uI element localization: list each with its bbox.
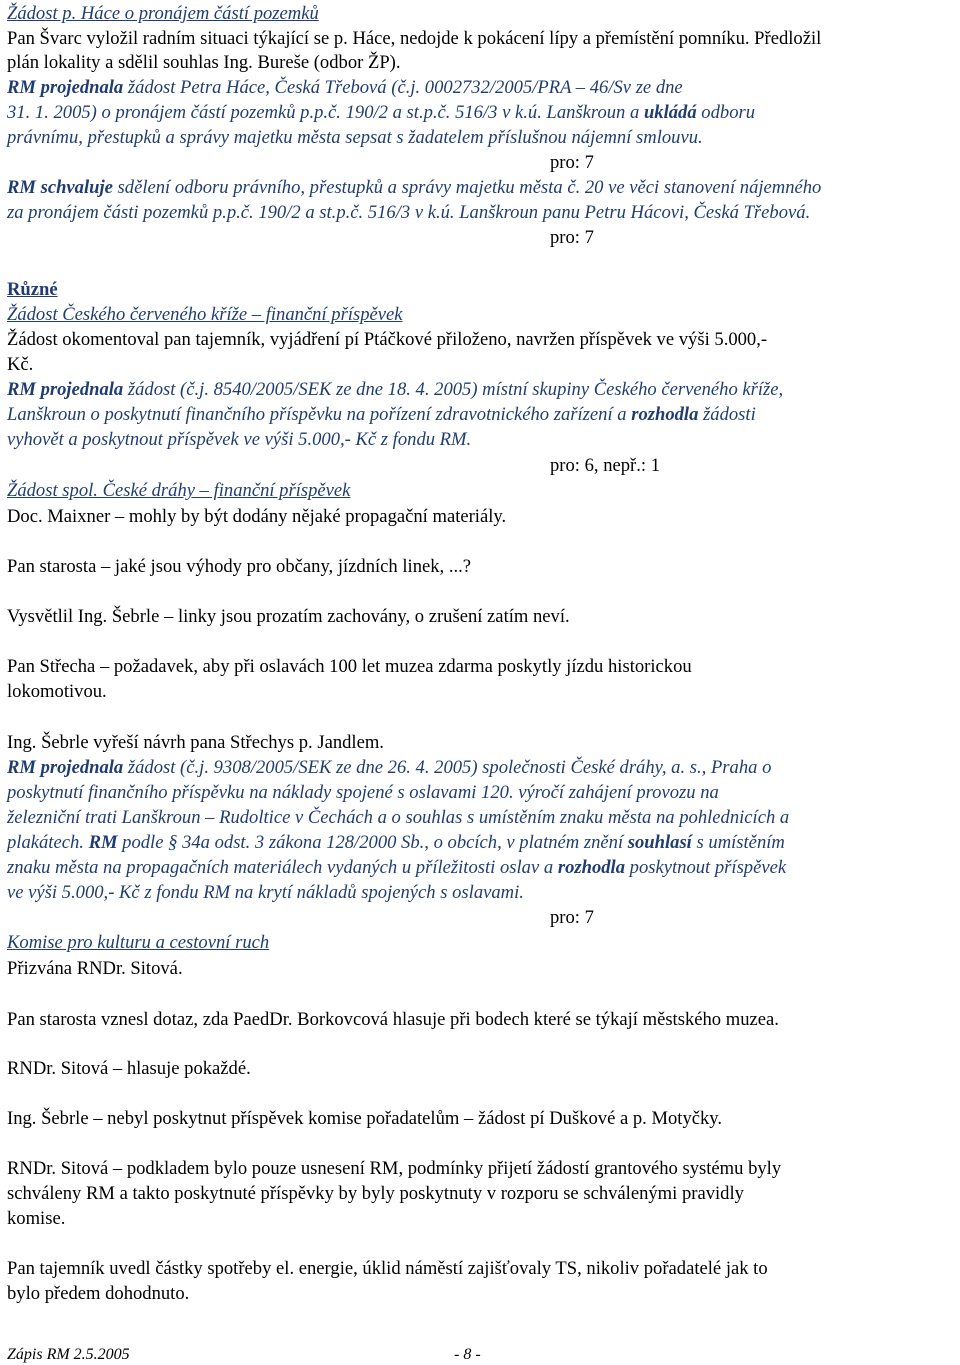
paragraph-line: Žádost okomentoval pan tajemník, vyjádření pí Ptáčkové přiloženo, navržen příspěvek ve výši 5.000,-: [7, 329, 768, 350]
resolution-text: plakátech.: [7, 832, 89, 853]
resolution-text: s umístěním: [691, 832, 785, 853]
section-title-cd: Žádost spol. České dráhy – finanční příspěvek: [7, 480, 351, 501]
paragraph-line: bylo předem dohodnuto.: [7, 1283, 190, 1304]
resolution-keyword: RM projednala: [7, 77, 124, 98]
resolution-keyword: rozhodla: [557, 857, 626, 878]
paragraph-line: Pan starosta – jaké jsou výhody pro občany, jízdních linek, ...?: [7, 556, 472, 577]
resolution-keyword: RM schvaluje: [7, 177, 113, 198]
paragraph-line: Ing. Šebrle vyřeší návrh pana Střechys p. Jandlem.: [7, 732, 384, 753]
resolution-line: právnímu, přestupků a správy majetku města sepsat s žadatelem příslušnou nájemní smlouvu.: [7, 127, 703, 148]
resolution-text: žádost (č.j. 9308/2005/SEK ze dne 26. 4. 2005) společnosti České dráhy, a. s., Praha o: [123, 757, 772, 778]
resolution-line: [7, 379, 783, 401]
section-title-hace: Žádost p. Háce o pronájem částí pozemků: [7, 3, 319, 24]
resolution-line: [7, 102, 755, 124]
resolution-line: [7, 77, 683, 99]
resolution-keyword: souhlasí: [627, 832, 692, 853]
resolution-line: [7, 177, 821, 199]
resolution-keyword: RM projednala: [7, 757, 124, 778]
resolution-line: [7, 832, 785, 854]
paragraph-line: schváleny RM a takto poskytnuté příspěvky by byly poskytnuty v rozporu se schválenými pravidly: [7, 1183, 744, 1204]
resolution-line: za pronájem části pozemků p.p.č. 190/2 a st.p.č. 516/3 v k.ú. Lanškroun panu Petru Hácovi, Česká Třebová.: [7, 202, 811, 223]
resolution-text: znaku města na propagačních materiálech vydaných u příležitosti oslav a: [7, 857, 558, 878]
section-title-kk: Komise pro kulturu a cestovní ruch: [7, 932, 270, 953]
resolution-text: odboru: [696, 102, 756, 123]
section-heading-ruzne: Různé: [7, 279, 58, 300]
resolution-keyword: RM projednala: [7, 379, 124, 400]
footer-page-number: - 8 -: [454, 1346, 481, 1363]
paragraph-line: komise.: [7, 1208, 66, 1229]
resolution-text: žádosti: [698, 404, 756, 425]
vote-result: pro: 7: [550, 907, 594, 928]
vote-result: pro: 7: [550, 227, 594, 248]
resolution-text: 31. 1. 2005) o pronájem částí pozemků p.p.č. 190/2 a st.p.č. 516/3 v k.ú. Lanškroun a: [7, 102, 644, 123]
paragraph-line: Pan starosta vznesl dotaz, zda PaedDr. Borkovcová hlasuje při bodech které se týkají městského muzea.: [7, 1009, 779, 1030]
paragraph-line: RNDr. Sitová – podkladem bylo pouze usnesení RM, podmínky přijetí žádostí grantového systému byly: [7, 1158, 782, 1179]
resolution-text: podle § 34a odst. 3 zákona 128/2000 Sb., o obcích, v platném znění: [117, 832, 628, 853]
resolution-keyword: ukládá: [643, 102, 697, 123]
paragraph-line: RNDr. Sitová – hlasuje pokaždé.: [7, 1058, 251, 1079]
resolution-keyword: rozhodla: [631, 404, 699, 425]
resolution-line: [7, 857, 786, 879]
paragraph-line: Pan Švarc vyložil radním situaci týkající se p. Háce, nedojde k pokácení lípy a přemístění pomníku. Předložil: [7, 28, 822, 49]
paragraph-line: Vysvětlil Ing. Šebrle – linky jsou prozatím zachovány, o zrušení zatím neví.: [7, 606, 570, 627]
paragraph-line: Pan Střecha – požadavek, aby při oslavách 100 let muzea zdarma poskytly jízdu historickou: [7, 656, 692, 677]
resolution-line: vyhovět a poskytnout příspěvek ve výši 5.000,- Kč z fondu RM.: [7, 429, 472, 450]
resolution-line: ve výši 5.000,- Kč z fondu RM na krytí nákladů spojených s oslavami.: [7, 882, 524, 903]
resolution-keyword: RM: [88, 832, 118, 853]
vote-result: pro: 7: [550, 152, 594, 173]
resolution-line: železniční trati Lanškroun – Rudoltice v Čechách a o souhlas s umístěním znaku města na pohlednicích a: [7, 807, 790, 828]
paragraph-line: Přizvána RNDr. Sitová.: [7, 958, 183, 979]
resolution-line: [7, 404, 756, 426]
paragraph-line: Doc. Maixner – mohly by být dodány nějaké propagační materiály.: [7, 506, 507, 527]
paragraph-line: plán lokality a sdělil souhlas Ing. Bureše (odbor ŽP).: [7, 52, 401, 73]
resolution-text: sdělení odboru právního, přestupků a správy majetku města č. 20 ve věci stanovení nájemného: [112, 177, 822, 198]
vote-result: pro: 6, nepř.: 1: [550, 455, 660, 476]
paragraph-line: Ing. Šebrle – nebyl poskytnut příspěvek komise pořadatelům – žádost pí Duškové a p. Motyčky.: [7, 1108, 723, 1129]
paragraph-line: Kč.: [7, 354, 34, 375]
paragraph-line: Pan tajemník uvedl částky spotřeby el. energie, úklid náměstí zajišťovaly TS, nikoliv pořadatelé jak to: [7, 1258, 768, 1279]
paragraph-line: lokomotivou.: [7, 681, 107, 702]
resolution-line: poskytnutí finančního příspěvku na náklady spojené s oslavami 120. výročí zahájení provozu na: [7, 782, 719, 803]
resolution-text: poskytnout příspěvek: [625, 857, 787, 878]
resolution-text: Lanškroun o poskytnutí finančního příspěvku na pořízení zdravotnického zařízení a: [7, 404, 632, 425]
section-title-ck: Žádost Českého červeného kříže – finanční příspěvek: [7, 304, 403, 325]
resolution-line: [7, 757, 771, 779]
resolution-text: žádost Petra Háce, Česká Třebová (č.j. 0002732/2005/PRA – 46/Sv ze dne: [123, 77, 683, 98]
resolution-text: žádost (č.j. 8540/2005/SEK ze dne 18. 4. 2005) místní skupiny Českého červeného kříže,: [123, 379, 784, 400]
footer-document-name: Zápis RM 2.5.2005: [7, 1346, 130, 1363]
